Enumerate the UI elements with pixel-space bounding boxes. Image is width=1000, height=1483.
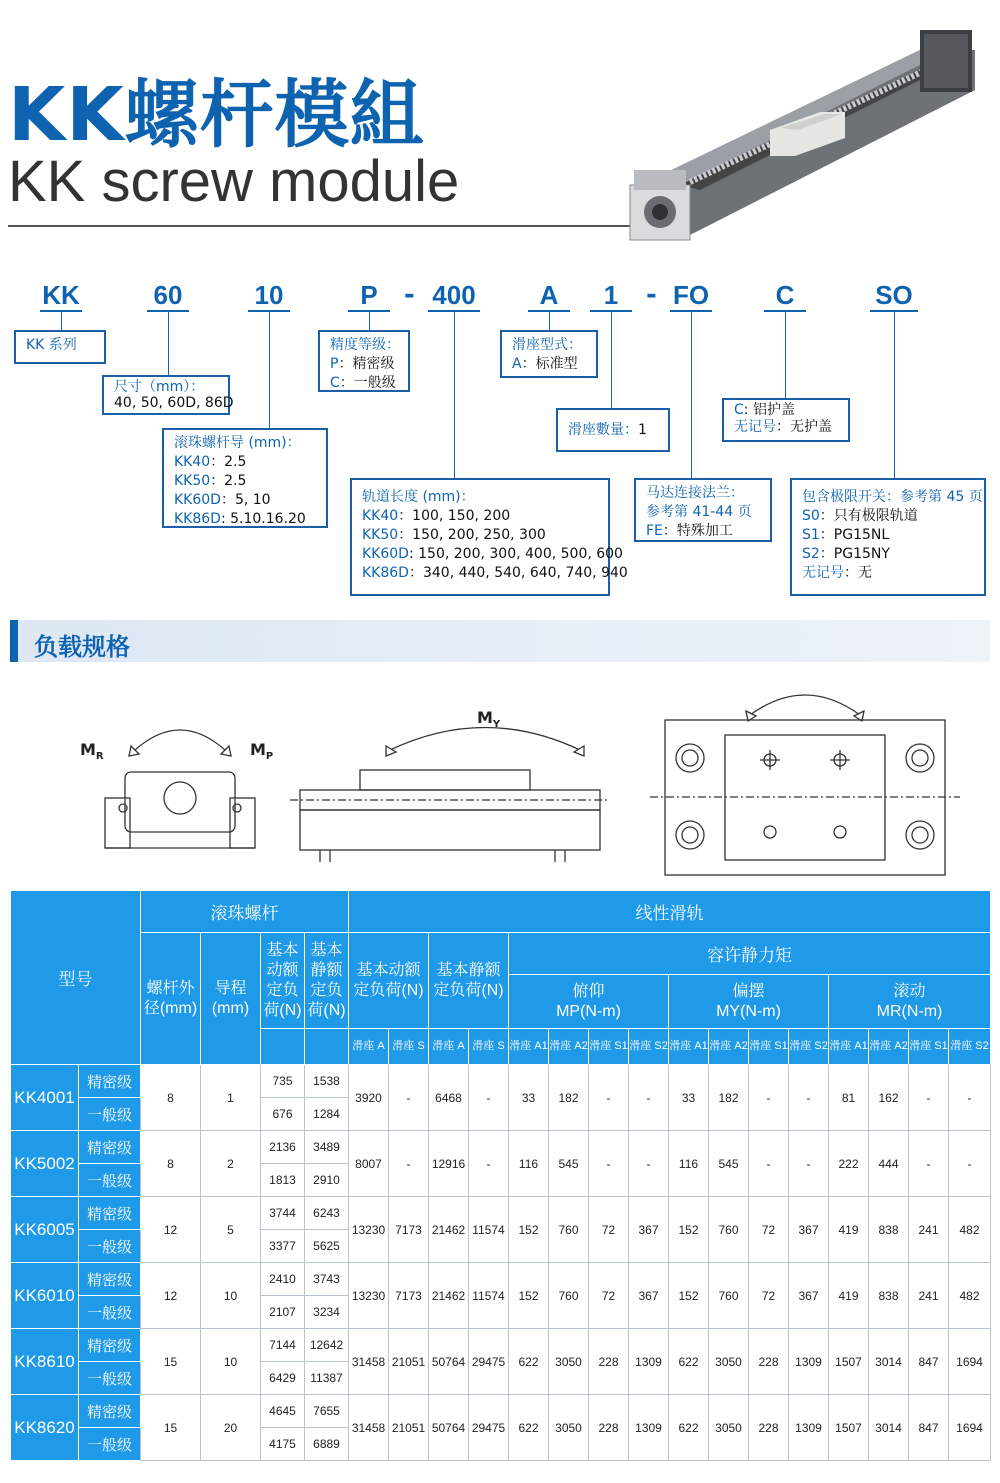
rail-value-cell: 367 [789, 1263, 829, 1329]
product-image [620, 20, 980, 260]
rail-value-cell: - [949, 1131, 991, 1197]
rail-value-cell: 116 [669, 1131, 709, 1197]
rail-value-cell: 29475 [469, 1395, 509, 1461]
th-slider-s2: 滑座 S2 [629, 1029, 669, 1065]
rail-value-cell: 3014 [869, 1329, 909, 1395]
code-series: KK [42, 280, 80, 310]
rail-value-cell: - [589, 1065, 629, 1131]
slider-type-title: 滑座型式： [512, 337, 582, 353]
th-slider-s: 滑座 S [389, 1029, 429, 1065]
th-yaw: 偏摆 MY(N-m) [669, 975, 829, 1029]
rail-value-cell: 182 [549, 1065, 589, 1131]
rail-value-cell: 545 [549, 1131, 589, 1197]
rail-value-cell: 760 [709, 1263, 749, 1329]
rail-value-cell: 21051 [389, 1395, 429, 1461]
th-slider-a1: 滑座 A1 [669, 1029, 709, 1065]
rail-key: KK86D [362, 565, 409, 581]
model-cell: KK5002 [11, 1131, 79, 1197]
grade-cell: 精密级 [79, 1329, 141, 1362]
rail-key: KK60D [362, 546, 409, 562]
grade-cell: 精密级 [79, 1395, 141, 1428]
rail-value: ：100, 150, 200 [398, 508, 511, 524]
th-slider-a1: 滑座 A1 [829, 1029, 869, 1065]
static-load-cell: 5625 [305, 1230, 349, 1263]
rail-value-cell: 838 [869, 1263, 909, 1329]
switch-value: ：PG15NY [819, 546, 890, 562]
rail-value-cell: 7173 [389, 1263, 429, 1329]
pitch-diagram [650, 680, 960, 880]
static-load-cell: 3743 [305, 1263, 349, 1296]
rail-value-cell: 3014 [869, 1395, 909, 1461]
th-linear-rail: 线性滑轨 [349, 891, 991, 933]
static-load-cell: 12642 [305, 1329, 349, 1362]
switch-value: ：只有极限轨道 [819, 508, 918, 524]
static-load-cell: 11387 [305, 1362, 349, 1395]
table-row [11, 1197, 991, 1230]
static-load-cell: 1284 [305, 1098, 349, 1131]
switch-value: ：无 [844, 565, 872, 581]
rail-value-cell: 367 [789, 1197, 829, 1263]
lead-title: 滚珠螺杆导 (mm)： [174, 435, 301, 451]
rail-value-cell: 33 [509, 1065, 549, 1131]
rail-value-cell: 367 [629, 1263, 669, 1329]
box-rail-length [350, 478, 628, 596]
grade-cell: 精密级 [79, 1131, 141, 1164]
rail-value-cell: - [909, 1065, 949, 1131]
th-rail-static: 基本静额定负荷(N) [429, 933, 509, 1029]
label-mp: $M_P$ [250, 740, 274, 763]
rail-value-cell: - [949, 1065, 991, 1131]
rail-value-cell: - [589, 1131, 629, 1197]
lead-cell: 2 [201, 1131, 261, 1197]
lead-key: KK60D [174, 492, 221, 508]
rail-value-cell: - [749, 1065, 789, 1131]
rail-value-cell: 13230 [349, 1197, 389, 1263]
rail-value-cell: 162 [869, 1065, 909, 1131]
rail-value-cell: - [909, 1131, 949, 1197]
rail-value-cell: 21462 [429, 1263, 469, 1329]
rail-value-cell: 81 [829, 1065, 869, 1131]
rail-value-cell: 1694 [949, 1395, 991, 1461]
title-divider [8, 225, 648, 227]
screw-od-cell: 8 [141, 1065, 201, 1131]
rail-value: ：340, 440, 540, 640, 740, 940 [408, 565, 628, 581]
rail-value-cell: 847 [909, 1329, 949, 1395]
slider-type-key: A [512, 356, 522, 372]
rail-value-cell: 1309 [789, 1395, 829, 1461]
rail-value-cell: 545 [709, 1131, 749, 1197]
precision-value: ：一般级 [339, 375, 396, 391]
th-slider-s1: 滑座 S1 [589, 1029, 629, 1065]
th-roll: 滚动 MR(N-m) [829, 975, 991, 1029]
lead-key: KK40 [174, 454, 211, 470]
rail-value-cell: 152 [669, 1263, 709, 1329]
static-load-cell: 3234 [305, 1296, 349, 1329]
rail-value-cell: 1309 [789, 1329, 829, 1395]
th-slider-s2: 滑座 S2 [949, 1029, 991, 1065]
rail-value-cell: 3050 [709, 1395, 749, 1461]
precision-key: P [330, 356, 339, 372]
box-series [14, 330, 106, 364]
rail-value-cell: 152 [509, 1263, 549, 1329]
grade-cell: 一般级 [79, 1164, 141, 1197]
dyn-load-cell: 1813 [261, 1164, 305, 1197]
rail-value-cell: 482 [949, 1263, 991, 1329]
th-moment: 容许静力矩 [509, 933, 991, 975]
rail-value-cell: 760 [549, 1263, 589, 1329]
switch-key: S0 [802, 508, 820, 524]
th-slider-a1: 滑座 A1 [509, 1029, 549, 1065]
code-dash: - [646, 280, 657, 310]
rail-value-cell: 152 [509, 1197, 549, 1263]
box-size [102, 375, 234, 415]
code-switch: SO [875, 280, 913, 310]
th-slider-a2: 滑座 A2 [549, 1029, 589, 1065]
rail-value-cell: 72 [749, 1263, 789, 1329]
rail-value-cell: 50764 [429, 1395, 469, 1461]
code-motor: FO [672, 280, 710, 310]
yaw-diagram [290, 690, 610, 880]
box-slider-type [500, 330, 598, 378]
static-load-cell: 1538 [305, 1065, 349, 1098]
lead-cell: 5 [201, 1197, 261, 1263]
label-my: $M_Y$ [477, 708, 501, 731]
screw-od-cell: 8 [141, 1131, 201, 1197]
slider-count-value: 1 [638, 422, 647, 438]
rail-value-cell: 12916 [429, 1131, 469, 1197]
th-slider-s1: 滑座 S1 [909, 1029, 949, 1065]
rail-value-cell: 6468 [429, 1065, 469, 1131]
rail-value-cell: 116 [509, 1131, 549, 1197]
connector [611, 312, 612, 408]
spec-table-body [11, 1065, 991, 1461]
dyn-load-cell: 2136 [261, 1131, 305, 1164]
rail-title: 轨道长度 (mm)： [362, 489, 475, 505]
rail-value-cell: 72 [749, 1197, 789, 1263]
precision-title: 精度等级： [330, 337, 400, 353]
connector [454, 312, 455, 478]
dyn-load-cell: 6429 [261, 1362, 305, 1395]
th-dyn-load: 基本动额定负荷(N) [261, 933, 305, 1029]
code-dash: - [404, 280, 415, 310]
rail-value-cell: 367 [629, 1197, 669, 1263]
box-limit-switch [790, 478, 986, 596]
connector [369, 312, 370, 330]
rail-value-cell: - [629, 1131, 669, 1197]
rail-key: KK50 [362, 527, 399, 543]
lead-value: ：5, 10 [220, 492, 271, 508]
screw-od-cell: 15 [141, 1395, 201, 1461]
series-label: KK 系列 [26, 337, 77, 353]
dyn-load-cell: 3377 [261, 1230, 305, 1263]
lead-value: ：2.5 [210, 473, 247, 489]
table-row [11, 1131, 991, 1164]
grade-cell: 精密级 [79, 1197, 141, 1230]
code-length: 400 [432, 280, 476, 310]
rail-value-cell: 847 [909, 1395, 949, 1461]
rail-value-cell: 11574 [469, 1197, 509, 1263]
rail-value-cell: 838 [869, 1197, 909, 1263]
grade-cell: 一般级 [79, 1428, 141, 1461]
rail-value-cell: 3920 [349, 1065, 389, 1131]
rail-value-cell: 31458 [349, 1395, 389, 1461]
rail-value-cell: 228 [749, 1395, 789, 1461]
rail-value-cell: 419 [829, 1197, 869, 1263]
grade-cell: 一般级 [79, 1230, 141, 1263]
slider-type-value: ：标准型 [521, 356, 578, 372]
rail-value-cell: 8007 [349, 1131, 389, 1197]
static-load-cell: 3489 [305, 1131, 349, 1164]
cover-key: 无记号 [734, 419, 776, 435]
code-slider-type: A [539, 280, 559, 310]
grade-cell: 精密级 [79, 1263, 141, 1296]
rail-value-cell: - [469, 1131, 509, 1197]
table-row [11, 1329, 991, 1362]
screw-od-cell: 15 [141, 1329, 201, 1395]
page-title-en: KK screw module [8, 149, 460, 214]
th-ball-screw: 滚珠螺杆 [141, 891, 349, 933]
switch-key: S1 [802, 527, 820, 543]
grade-cell: 一般级 [79, 1296, 141, 1329]
th-rail-dyn: 基本动额定负荷(N) [349, 933, 429, 1029]
switch-value: ：PG15NL [819, 527, 890, 543]
motor-key: FE [646, 523, 663, 539]
motor-page-ref: 参考第 41-44 页 [646, 504, 752, 520]
rail-value-cell: 444 [869, 1131, 909, 1197]
lead-cell: 20 [201, 1395, 261, 1461]
rail-value-cell: 622 [509, 1329, 549, 1395]
rail-value-cell: 50764 [429, 1329, 469, 1395]
label-mr: $M_R$ [80, 740, 104, 763]
connector [61, 312, 62, 332]
lead-cell: 10 [201, 1329, 261, 1395]
connector [785, 312, 786, 398]
grade-cell: 一般级 [79, 1098, 141, 1131]
th-slider-s2: 滑座 S2 [789, 1029, 829, 1065]
rail-value-cell: 3050 [549, 1329, 589, 1395]
lead-cell: 10 [201, 1263, 261, 1329]
box-slider-count [556, 408, 670, 452]
th-blank [305, 1029, 349, 1065]
th-screw-od: 螺杆外径(mm) [141, 933, 201, 1065]
code-size: 60 [153, 280, 183, 310]
rail-value-cell: 760 [549, 1197, 589, 1263]
rail-value-cell: 11574 [469, 1263, 509, 1329]
rail-value-cell: - [469, 1065, 509, 1131]
static-load-cell: 7655 [305, 1395, 349, 1428]
code-lead: 10 [254, 280, 284, 310]
lead-key: KK50 [174, 473, 211, 489]
model-cell: KK6010 [11, 1263, 79, 1329]
th-model: 型号 [11, 891, 141, 1065]
dyn-load-cell: 7144 [261, 1329, 305, 1362]
rail-value-cell: 7173 [389, 1197, 429, 1263]
section-title: 负载规格 [34, 633, 130, 661]
rail-value-cell: 622 [509, 1395, 549, 1461]
rail-value-cell: 152 [669, 1197, 709, 1263]
size-title: 尺寸（mm）： [114, 379, 205, 395]
rail-value-cell: 1309 [629, 1395, 669, 1461]
precision-value: ：精密级 [338, 356, 395, 372]
rail-value-cell: 3050 [549, 1395, 589, 1461]
rail-value-cell: 1507 [829, 1395, 869, 1461]
connector [269, 312, 270, 428]
th-slider-a: 滑座 A [429, 1029, 469, 1065]
rail-value-cell: - [629, 1065, 669, 1131]
connector [894, 312, 895, 478]
box-motor-flange [634, 478, 772, 542]
rail-value-cell: - [789, 1131, 829, 1197]
rail-value-cell: 228 [749, 1329, 789, 1395]
rail-value-cell: 72 [589, 1263, 629, 1329]
section-header [10, 620, 990, 662]
dyn-load-cell: 2410 [261, 1263, 305, 1296]
rail-value-cell: 33 [669, 1065, 709, 1131]
rail-value-cell: 228 [589, 1395, 629, 1461]
rail-value-cell: 222 [829, 1131, 869, 1197]
dyn-load-cell: 2107 [261, 1296, 305, 1329]
dyn-load-cell: 4175 [261, 1428, 305, 1461]
size-value: 40, 50, 60D, 86D [114, 395, 234, 411]
static-load-cell: 6243 [305, 1197, 349, 1230]
switch-title: 包含极限开关：参考第 45 页 [802, 489, 983, 505]
load-spec-table [10, 890, 991, 1461]
rail-value-cell: 622 [669, 1329, 709, 1395]
rail-value: : 150, 200, 300, 400, 500, 600 [408, 546, 623, 562]
code-slider-count: 1 [603, 280, 619, 310]
rail-value-cell: - [389, 1131, 429, 1197]
code-precision: P [360, 280, 378, 310]
rail-value-cell: 21462 [429, 1197, 469, 1263]
th-lead: 导程(mm) [201, 933, 261, 1065]
precision-key: C [330, 375, 340, 391]
dyn-load-cell: 3744 [261, 1197, 305, 1230]
motor-title: 马达连接法兰： [646, 485, 744, 501]
screw-od-cell: 12 [141, 1197, 201, 1263]
th-blank [261, 1029, 305, 1065]
screw-od-cell: 12 [141, 1263, 201, 1329]
dyn-load-cell: 676 [261, 1098, 305, 1131]
static-load-cell: 6889 [305, 1428, 349, 1461]
section-accent [10, 620, 18, 662]
rail-value-cell: 1694 [949, 1329, 991, 1395]
box-cover [722, 398, 850, 442]
th-slider-s: 滑座 S [469, 1029, 509, 1065]
rail-value-cell: 31458 [349, 1329, 389, 1395]
cover-value: : 铝护盖 [743, 402, 795, 418]
th-pitch: 俯仰 MP(N-m) [509, 975, 669, 1029]
model-cell: KK8620 [11, 1395, 79, 1461]
rail-value-cell: 241 [909, 1263, 949, 1329]
model-cell: KK8610 [11, 1329, 79, 1395]
cover-value: ：无护盖 [776, 419, 832, 435]
lead-cell: 1 [201, 1065, 261, 1131]
model-cell: KK6005 [11, 1197, 79, 1263]
motor-value: ：特殊加工 [662, 523, 733, 539]
cover-key: C [734, 402, 744, 418]
static-load-cell: 2910 [305, 1164, 349, 1197]
lead-value: ：2.5 [210, 454, 247, 470]
code-cover: C [775, 280, 795, 310]
connector [549, 312, 550, 330]
grade-cell: 精密级 [79, 1065, 141, 1098]
lead-value: : 5.10.16.20 [220, 511, 306, 527]
rail-value-cell: 72 [589, 1197, 629, 1263]
rail-value-cell: 228 [589, 1329, 629, 1395]
dyn-load-cell: 735 [261, 1065, 305, 1098]
rail-value-cell: 1507 [829, 1329, 869, 1395]
rail-value: ：150, 200, 250, 300 [398, 527, 546, 543]
rail-value-cell: - [389, 1065, 429, 1131]
grade-cell: 一般级 [79, 1362, 141, 1395]
rail-value-cell: 760 [709, 1197, 749, 1263]
th-slider-s1: 滑座 S1 [749, 1029, 789, 1065]
rail-value-cell: 622 [669, 1395, 709, 1461]
connector [691, 312, 692, 478]
rail-value-cell: - [789, 1065, 829, 1131]
box-precision [318, 330, 410, 392]
rail-value-cell: 241 [909, 1197, 949, 1263]
th-slider-a2: 滑座 A2 [709, 1029, 749, 1065]
model-cell: KK4001 [11, 1065, 79, 1131]
rail-value-cell: 13230 [349, 1263, 389, 1329]
rail-value-cell: 182 [709, 1065, 749, 1131]
rail-value-cell: 3050 [709, 1329, 749, 1395]
switch-key: S2 [802, 546, 820, 562]
rail-value-cell: 419 [829, 1263, 869, 1329]
rail-value-cell: 1309 [629, 1329, 669, 1395]
lead-key: KK86D [174, 511, 221, 527]
page-title-cn: KK螺杆模組 [8, 72, 425, 158]
switch-key: 无记号 [802, 565, 844, 581]
dyn-load-cell: 4645 [261, 1395, 305, 1428]
rail-value-cell: 21051 [389, 1329, 429, 1395]
connector [168, 312, 169, 375]
table-row [11, 1065, 991, 1098]
rail-value-cell: 482 [949, 1197, 991, 1263]
roll-diagram [95, 690, 265, 880]
rail-value-cell: - [749, 1131, 789, 1197]
table-row [11, 1395, 991, 1428]
th-slider-a2: 滑座 A2 [869, 1029, 909, 1065]
box-lead [162, 428, 328, 528]
rail-key: KK40 [362, 508, 399, 524]
th-slider-a: 滑座 A [349, 1029, 389, 1065]
table-row [11, 1263, 991, 1296]
th-static-load: 基本静额定负荷(N) [305, 933, 349, 1029]
slider-count-key: 滑座數量： [568, 422, 638, 438]
rail-value-cell: 29475 [469, 1329, 509, 1395]
